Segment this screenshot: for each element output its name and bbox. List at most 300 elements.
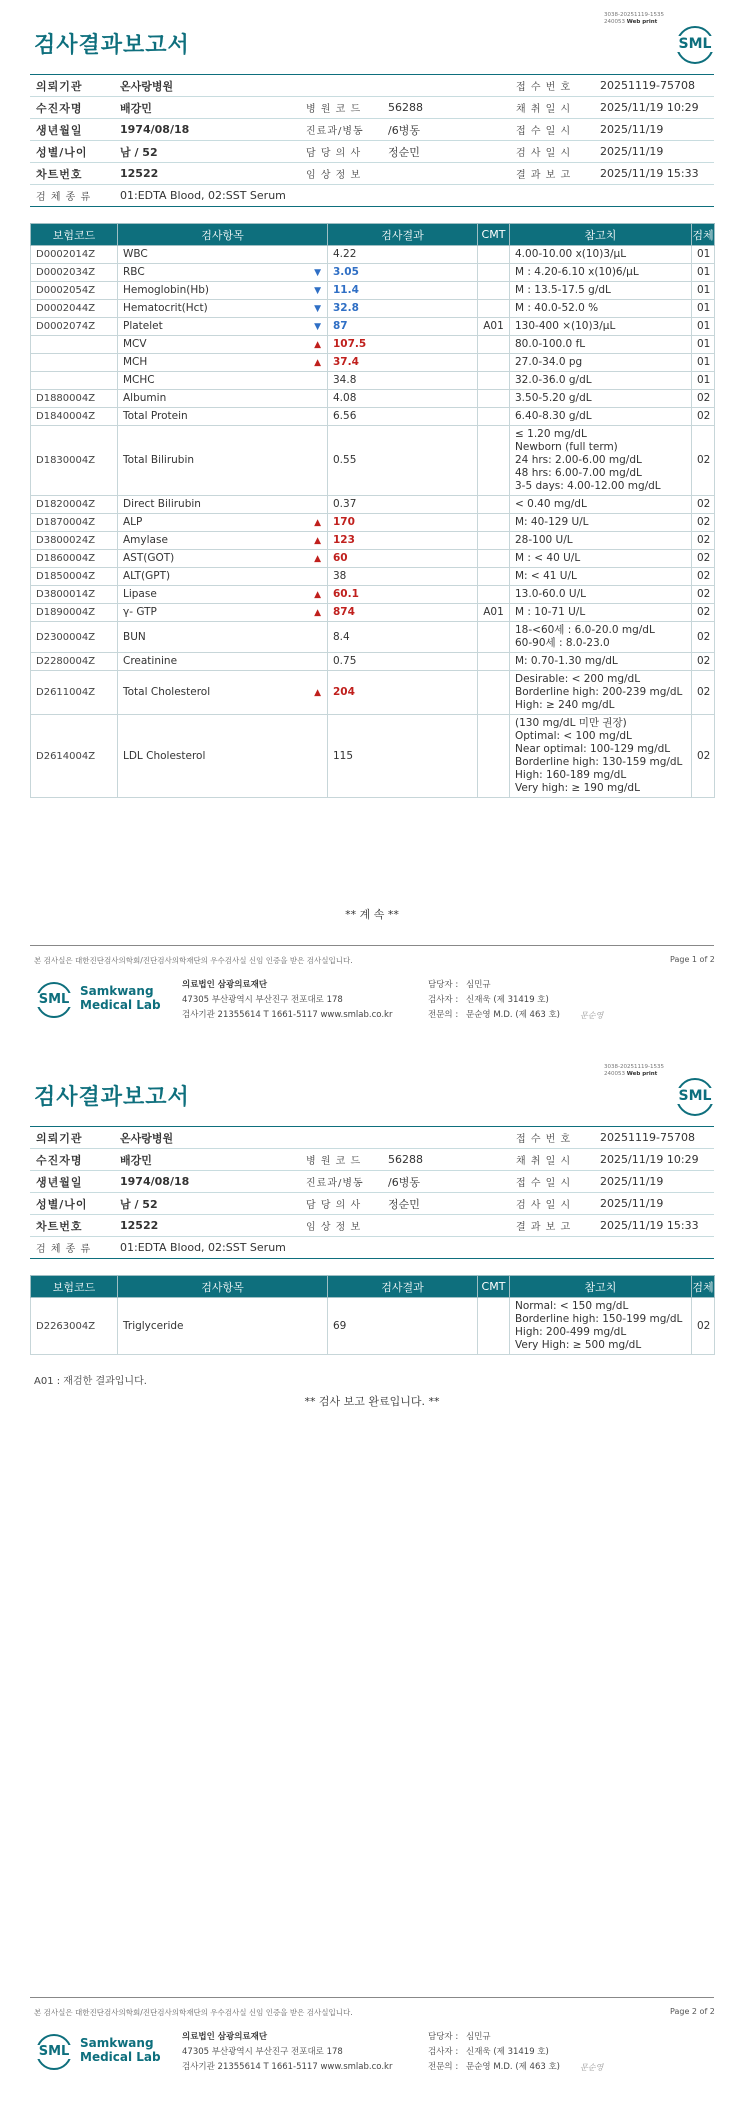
reference-line: Borderline high: 150-199 mg/dL	[515, 1313, 683, 1325]
cmt-cell	[478, 671, 510, 715]
header-specimen: 검체	[692, 224, 715, 246]
cmt-cell	[478, 282, 510, 300]
clinical-value	[382, 163, 510, 185]
insurance-code-cell: D2300004Z	[31, 622, 118, 653]
test-item-name: Total Bilirubin	[123, 454, 195, 466]
test-date-label: 검 사 일 시	[510, 141, 594, 163]
result-value-cell: 3.05	[328, 264, 478, 282]
reference-line: < 0.40 mg/dL	[515, 498, 587, 510]
specimen-cell: 01	[692, 300, 715, 318]
specialist-signature: 문순영	[580, 1011, 604, 1020]
reference-range-cell	[510, 715, 692, 798]
receipt-no-label: 접 수 번 호	[510, 1127, 594, 1149]
cmt-cell	[478, 514, 510, 532]
results-table	[30, 223, 715, 798]
reference-line: 3-5 days: 4.00-12.00 mg/dL	[515, 480, 661, 492]
insurance-code-cell: D1830004Z	[31, 426, 118, 496]
footer-divider	[30, 945, 714, 946]
high-flag-icon: ▲	[314, 553, 321, 564]
header-item: 검사항목	[118, 224, 328, 246]
birth-label: 생년월일	[30, 119, 114, 141]
insurance-code-cell: D0002054Z	[31, 282, 118, 300]
high-flag-icon: ▲	[314, 517, 321, 528]
report-date-value: 2025/11/19 15:33	[594, 163, 714, 185]
report-complete-note: ** 검사 보고 완료입니다. **	[304, 1395, 440, 1408]
test-item-name: WBC	[123, 248, 148, 260]
cmt-cell	[478, 653, 510, 671]
doctor-value: 정순민	[382, 141, 510, 163]
receipt-date-value: 2025/11/19	[594, 1171, 714, 1193]
insurance-code-cell	[31, 354, 118, 372]
test-item-name: Total Cholesterol	[123, 686, 211, 698]
result-value-cell: 11.4	[328, 282, 478, 300]
table-row	[31, 246, 715, 264]
cmt-cell	[478, 246, 510, 264]
reference-range-cell	[510, 408, 692, 426]
header-code: 보험코드	[31, 224, 118, 246]
test-date-value: 2025/11/19	[594, 141, 714, 163]
reference-line: M: 0.70-1.30 mg/dL	[515, 655, 618, 667]
result-value-cell: 0.75	[328, 653, 478, 671]
cmt-cell: A01	[478, 318, 510, 336]
samkwang-logo: SML Samkwang Medical Lab	[36, 2032, 166, 2072]
result-value-cell: 874	[328, 604, 478, 622]
page-title: 검사결과보고서	[34, 33, 190, 58]
dept-value: /6병동	[382, 119, 510, 141]
test-item-cell	[118, 372, 328, 390]
receipt-date-label: 접 수 일 시	[510, 1171, 594, 1193]
name-value: 배강민	[114, 97, 300, 119]
continued-note: ** 계 속 **	[345, 908, 399, 921]
receipt-date-value: 2025/11/19	[594, 119, 714, 141]
test-item-cell	[118, 390, 328, 408]
reference-range-cell	[510, 246, 692, 264]
result-value-cell: 204	[328, 671, 478, 715]
test-item-cell	[118, 496, 328, 514]
reference-line: Very high: ≥ 190 mg/dL	[515, 782, 640, 794]
dept-label: 진료과/병동	[300, 119, 382, 141]
header-ref: 참고치	[510, 1276, 692, 1298]
insurance-code-cell: D1870004Z	[31, 514, 118, 532]
header-ref: 참고치	[510, 224, 692, 246]
table-row	[31, 671, 715, 715]
lab-staff: 담당자 : 심민규 검사자 : 신재욱 (제 31419 호) 전문의 : 문순영 M.D. (제 463 호)	[428, 2032, 561, 2072]
chart-no-label: 차트번호	[30, 163, 114, 185]
reference-line: 60-90세 : 8.0-23.0	[515, 637, 610, 649]
doctor-value: 정순민	[382, 1193, 510, 1215]
document-id: 3038-20251119-1535 240053 Web print	[604, 12, 664, 25]
reference-line: 3.50-5.20 g/dL	[515, 392, 592, 404]
table-row	[31, 550, 715, 568]
specimen-cell: 02	[692, 604, 715, 622]
result-value-cell: 32.8	[328, 300, 478, 318]
result-value-cell: 4.08	[328, 390, 478, 408]
header-specimen: 검체	[692, 1276, 715, 1298]
hospital-code-value: 56288	[382, 1149, 510, 1171]
insurance-code-cell: D3800024Z	[31, 532, 118, 550]
high-flag-icon: ▲	[314, 607, 321, 618]
header-item: 검사항목	[118, 1276, 328, 1298]
test-item-cell	[118, 671, 328, 715]
reference-line: 13.0-60.0 U/L	[515, 588, 586, 600]
cmt-cell	[478, 622, 510, 653]
collect-date-label: 채 취 일 시	[510, 1149, 594, 1171]
test-item-name: AST(GOT)	[123, 552, 175, 564]
test-item-name: Lipase	[123, 588, 157, 600]
test-item-name: Triglyceride	[123, 1319, 184, 1332]
test-item-cell	[118, 586, 328, 604]
lab-staff: 담당자 : 심민규 검사자 : 신재욱 (제 31419 호) 전문의 : 문순영 M.D. (제 463 호)	[428, 980, 561, 1020]
sml-logo: SML	[676, 26, 714, 64]
receipt-date-label: 접 수 일 시	[510, 119, 594, 141]
test-item-cell	[118, 246, 328, 264]
low-flag-icon: ▼	[314, 285, 321, 296]
cmt-cell	[478, 550, 510, 568]
test-item-cell	[118, 514, 328, 532]
clinical-label: 임 상 정 보	[300, 1215, 382, 1237]
reference-line: 4.00-10.00 x(10)3/μL	[515, 248, 627, 260]
specimen-cell: 01	[692, 246, 715, 264]
reference-range-cell	[510, 586, 692, 604]
specimen-cell: 02	[692, 514, 715, 532]
cmt-note: A01 : 재검한 결과입니다.	[34, 1376, 147, 1387]
test-item-cell	[118, 715, 328, 798]
specimen-value: 01:EDTA Blood, 02:SST Serum	[114, 1237, 714, 1259]
test-item-name: MCH	[123, 356, 148, 368]
sex-age-label: 성별/나이	[30, 1193, 114, 1215]
patient-info-table	[30, 74, 714, 207]
reference-line: M : 13.5-17.5 g/dL	[515, 284, 611, 296]
reference-line: 27.0-34.0 pg	[515, 356, 583, 368]
test-item-name: MCHC	[123, 374, 155, 386]
header-cmt: CMT	[478, 1276, 510, 1298]
specimen-cell: 01	[692, 264, 715, 282]
reference-range-cell	[510, 354, 692, 372]
test-item-cell	[118, 336, 328, 354]
test-item-cell	[118, 426, 328, 496]
insurance-code-cell: D0002014Z	[31, 246, 118, 264]
result-value-cell: 87	[328, 318, 478, 336]
table-row	[31, 1298, 715, 1355]
cmt-cell	[478, 300, 510, 318]
name-value: 배강민	[114, 1149, 300, 1171]
client-label: 의뢰기관	[30, 75, 114, 97]
lab-address: 의료법인 삼광의료재단 47305 부산광역시 부산진구 전포대로 178 검사기관 21355614 T 1661-5117 www.smlab.co.kr	[182, 2032, 393, 2072]
sex-age-label: 성별/나이	[30, 141, 114, 163]
specimen-cell: 02	[692, 390, 715, 408]
specimen-cell: 02	[692, 550, 715, 568]
test-item-name: BUN	[123, 630, 146, 643]
table-row	[31, 318, 715, 336]
table-row	[31, 390, 715, 408]
high-flag-icon: ▲	[314, 357, 321, 368]
insurance-code-cell: D2614004Z	[31, 715, 118, 798]
reference-line: Optimal: < 100 mg/dL	[515, 730, 632, 742]
specimen-cell: 02	[692, 408, 715, 426]
reference-line: High: ≥ 240 mg/dL	[515, 699, 615, 711]
cmt-cell	[478, 496, 510, 514]
low-flag-icon: ▼	[314, 267, 321, 278]
page-number: Page 2 of 2	[670, 2007, 715, 2016]
collect-date-value: 2025/11/19 10:29	[594, 1149, 714, 1171]
table-row	[31, 622, 715, 653]
client-value: 온사랑병원	[114, 1127, 510, 1149]
header-code: 보험코드	[31, 1276, 118, 1298]
result-value-cell: 37.4	[328, 354, 478, 372]
insurance-code-cell: D1880004Z	[31, 390, 118, 408]
insurance-code-cell: D2280004Z	[31, 653, 118, 671]
reference-range-cell	[510, 390, 692, 408]
reference-range-cell	[510, 282, 692, 300]
test-item-name: Hematocrit(Hct)	[123, 302, 208, 314]
specimen-cell: 01	[692, 318, 715, 336]
sex-age-value: 남 / 52	[114, 141, 300, 163]
table-row	[31, 586, 715, 604]
insurance-code-cell: D0002044Z	[31, 300, 118, 318]
insurance-code-cell: D0002034Z	[31, 264, 118, 282]
birth-value: 1974/08/18	[114, 1171, 300, 1193]
specimen-cell: 01	[692, 282, 715, 300]
reference-range-cell	[510, 372, 692, 390]
insurance-code-cell: D1890004Z	[31, 604, 118, 622]
table-row	[31, 372, 715, 390]
specimen-cell: 02	[692, 622, 715, 653]
receipt-no-value: 20251119-75708	[594, 75, 714, 97]
specimen-cell: 02	[692, 426, 715, 496]
reference-line: Borderline high: 200-239 mg/dL	[515, 686, 683, 698]
doctor-label: 담 당 의 사	[300, 1193, 382, 1215]
test-item-name: Total Protein	[123, 410, 188, 422]
receipt-no-label: 접 수 번 호	[510, 75, 594, 97]
specimen-cell: 02	[692, 586, 715, 604]
test-item-cell	[118, 264, 328, 282]
result-value-cell: 6.56	[328, 408, 478, 426]
footer-notice: 본 검사실은 대한진단검사의학회/진단검사의학재단의 우수검사실 신임 인증을 받은 검사실입니다.	[34, 956, 353, 965]
reference-line: 80.0-100.0 fL	[515, 338, 586, 350]
cmt-cell	[478, 264, 510, 282]
test-item-cell	[118, 1298, 328, 1355]
cmt-cell	[478, 426, 510, 496]
reference-line: 6.40-8.30 g/dL	[515, 410, 592, 422]
hospital-code-value: 56288	[382, 97, 510, 119]
result-value-cell: 69	[328, 1298, 478, 1355]
test-item-cell	[118, 318, 328, 336]
page-title: 검사결과보고서	[34, 1085, 190, 1110]
reference-line: 28-100 U/L	[515, 534, 573, 546]
test-item-name: Amylase	[123, 534, 168, 546]
reference-line: M: < 41 U/L	[515, 570, 577, 582]
reference-line: 18-<60세 : 6.0-20.0 mg/dL	[515, 624, 655, 636]
table-row	[31, 426, 715, 496]
result-value-cell: 8.4	[328, 622, 478, 653]
test-item-cell	[118, 568, 328, 586]
dept-label: 진료과/병동	[300, 1171, 382, 1193]
cmt-cell: A01	[478, 604, 510, 622]
insurance-code-cell: D3800014Z	[31, 586, 118, 604]
test-date-value: 2025/11/19	[594, 1193, 714, 1215]
reference-range-cell	[510, 671, 692, 715]
receipt-no-value: 20251119-75708	[594, 1127, 714, 1149]
reference-line: M : < 40 U/L	[515, 552, 581, 564]
reference-line: 130-400 ×(10)3/μL	[515, 320, 616, 332]
specimen-cell: 02	[692, 568, 715, 586]
header-cmt: CMT	[478, 224, 510, 246]
reference-line: High: 200-499 mg/dL	[515, 1326, 627, 1338]
reference-line: Normal: < 150 mg/dL	[515, 1300, 629, 1312]
test-item-name: Hemoglobin(Hb)	[123, 284, 210, 296]
specimen-cell: 02	[692, 1298, 715, 1355]
test-item-cell	[118, 354, 328, 372]
specimen-cell: 02	[692, 671, 715, 715]
sml-logo: SML	[676, 1078, 714, 1116]
results-table	[30, 1275, 715, 1355]
collect-date-label: 채 취 일 시	[510, 97, 594, 119]
table-row	[31, 354, 715, 372]
birth-value: 1974/08/18	[114, 119, 300, 141]
cmt-cell	[478, 336, 510, 354]
result-value-cell: 60.1	[328, 586, 478, 604]
test-item-cell	[118, 604, 328, 622]
header-result: 검사결과	[328, 1276, 478, 1298]
test-item-cell	[118, 622, 328, 653]
test-item-name: Platelet	[123, 320, 163, 332]
cmt-cell	[478, 408, 510, 426]
reference-range-cell	[510, 622, 692, 653]
document-id: 3038-20251119-1535 240053 Web print	[604, 1064, 664, 1077]
specimen-cell: 02	[692, 715, 715, 798]
reference-line: 24 hrs: 2.00-6.00 mg/dL	[515, 454, 642, 466]
reference-range-cell	[510, 496, 692, 514]
reference-line: M : 40.0-52.0 %	[515, 302, 599, 314]
specimen-cell: 02	[692, 496, 715, 514]
reference-range-cell	[510, 532, 692, 550]
specimen-cell: 02	[692, 532, 715, 550]
test-item-name: ALT(GPT)	[123, 570, 171, 582]
reference-line: Very High: ≥ 500 mg/dL	[515, 1339, 642, 1351]
test-item-cell	[118, 532, 328, 550]
hospital-code-label: 병 원 코 드	[300, 97, 382, 119]
table-row	[31, 336, 715, 354]
table-row	[31, 300, 715, 318]
table-row	[31, 264, 715, 282]
sex-age-value: 남 / 52	[114, 1193, 300, 1215]
hospital-code-label: 병 원 코 드	[300, 1149, 382, 1171]
insurance-code-cell	[31, 372, 118, 390]
specimen-cell: 01	[692, 354, 715, 372]
reference-range-cell	[510, 300, 692, 318]
reference-range-cell	[510, 1298, 692, 1355]
specimen-cell: 01	[692, 336, 715, 354]
specimen-label: 검 체 종 류	[30, 1237, 114, 1259]
table-row	[31, 604, 715, 622]
reference-range-cell	[510, 264, 692, 282]
dept-value: /6병동	[382, 1171, 510, 1193]
client-value: 온사랑병원	[114, 75, 510, 97]
reference-range-cell	[510, 568, 692, 586]
reference-line: Near optimal: 100-129 mg/dL	[515, 743, 671, 755]
insurance-code-cell: D2611004Z	[31, 671, 118, 715]
cmt-cell	[478, 532, 510, 550]
test-item-cell	[118, 408, 328, 426]
chart-no-value: 12522	[114, 163, 300, 185]
report-page-2	[0, 1052, 744, 2104]
result-value-cell: 123	[328, 532, 478, 550]
result-value-cell: 38	[328, 568, 478, 586]
patient-info-table	[30, 1126, 714, 1259]
chart-no-value: 12522	[114, 1215, 300, 1237]
name-label: 수진자명	[30, 97, 114, 119]
cmt-cell	[478, 372, 510, 390]
cmt-cell	[478, 715, 510, 798]
specimen-cell: 02	[692, 653, 715, 671]
insurance-code-cell: D2263004Z	[31, 1298, 118, 1355]
birth-label: 생년월일	[30, 1171, 114, 1193]
cmt-cell	[478, 1298, 510, 1355]
reference-line: (130 mg/dL 미만 권장)	[515, 717, 627, 729]
result-value-cell: 0.55	[328, 426, 478, 496]
test-date-label: 검 사 일 시	[510, 1193, 594, 1215]
test-item-cell	[118, 282, 328, 300]
reference-line: M : 4.20-6.10 x(10)6/μL	[515, 266, 639, 278]
collect-date-value: 2025/11/19 10:29	[594, 97, 714, 119]
insurance-code-cell: D1860004Z	[31, 550, 118, 568]
high-flag-icon: ▲	[314, 589, 321, 600]
reference-range-cell	[510, 426, 692, 496]
reference-range-cell	[510, 514, 692, 532]
report-date-label: 결 과 보 고	[510, 1215, 594, 1237]
test-item-name: MCV	[123, 338, 147, 350]
table-row	[31, 282, 715, 300]
specimen-cell: 01	[692, 372, 715, 390]
table-row	[31, 408, 715, 426]
report-date-value: 2025/11/19 15:33	[594, 1215, 714, 1237]
name-label: 수진자명	[30, 1149, 114, 1171]
result-value-cell: 0.37	[328, 496, 478, 514]
specialist-signature: 문순영	[580, 2063, 604, 2072]
test-item-name: LDL Cholesterol	[123, 749, 206, 762]
footer-divider	[30, 1997, 714, 1998]
clinical-value	[382, 1215, 510, 1237]
specimen-value: 01:EDTA Blood, 02:SST Serum	[114, 185, 714, 207]
result-value-cell: 34.8	[328, 372, 478, 390]
table-row	[31, 568, 715, 586]
insurance-code-cell: D1840004Z	[31, 408, 118, 426]
reference-range-cell	[510, 550, 692, 568]
reference-line: M: 40-129 U/L	[515, 516, 589, 528]
test-item-name: Direct Bilirubin	[123, 498, 201, 510]
page-number: Page 1 of 2	[670, 955, 715, 964]
insurance-code-cell	[31, 336, 118, 354]
reference-line: ≤ 1.20 mg/dL	[515, 428, 587, 440]
result-value-cell: 115	[328, 715, 478, 798]
cmt-cell	[478, 354, 510, 372]
test-item-cell	[118, 550, 328, 568]
reference-line: Newborn (full term)	[515, 441, 618, 453]
reference-line: High: 160-189 mg/dL	[515, 769, 627, 781]
test-item-name: γ- GTP	[123, 606, 157, 618]
reference-range-cell	[510, 604, 692, 622]
result-value-cell: 4.22	[328, 246, 478, 264]
test-item-name: Creatinine	[123, 655, 178, 667]
reference-line: Desirable: < 200 mg/dL	[515, 673, 641, 685]
insurance-code-cell: D1820004Z	[31, 496, 118, 514]
footer-notice: 본 검사실은 대한진단검사의학회/진단검사의학재단의 우수검사실 신임 인증을 받은 검사실입니다.	[34, 2008, 353, 2017]
table-row	[31, 715, 715, 798]
insurance-code-cell: D0002074Z	[31, 318, 118, 336]
test-item-name: Albumin	[123, 392, 167, 404]
chart-no-label: 차트번호	[30, 1215, 114, 1237]
lab-address: 의료법인 삼광의료재단 47305 부산광역시 부산진구 전포대로 178 검사기관 21355614 T 1661-5117 www.smlab.co.kr	[182, 980, 393, 1020]
